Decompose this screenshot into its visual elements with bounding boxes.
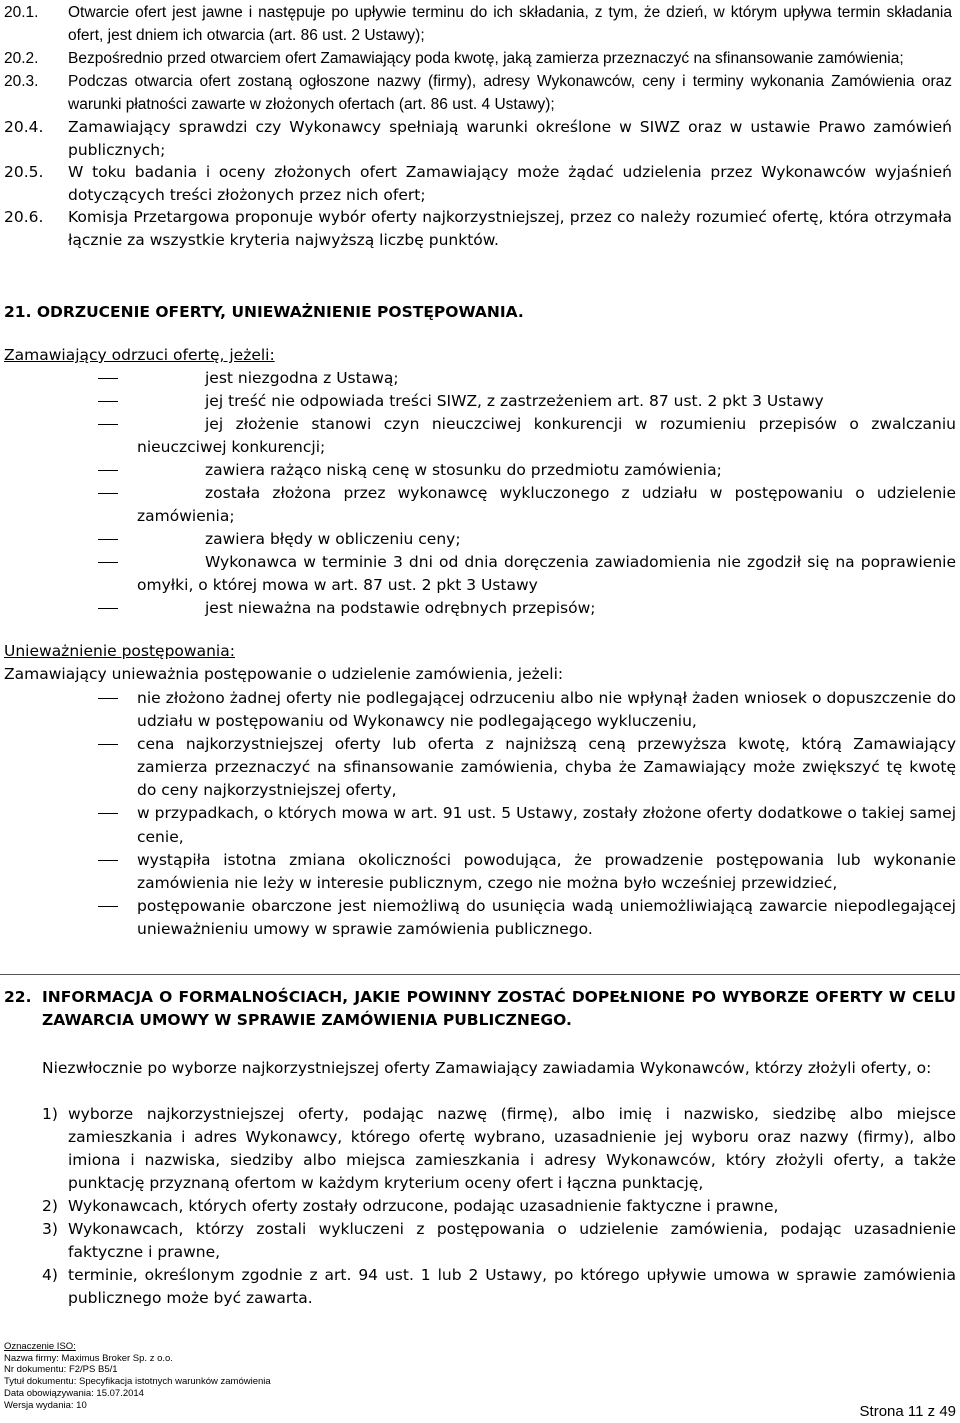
list-item-text: nie złożono żadnej oferty nie podlegającej odrzuceniu albo nie wpłynął żaden wniosek o dopuszczenie do udziału w postępowaniu od Wykonawcy nie podlegającego wykluczeniu, (137, 689, 956, 731)
list-item-text: wyborze najkorzystniejszej oferty, podając nazwę (firmę), albo imię i nazwisko, siedzibę albo miejsce zamieszkania i adres Wykonawcy, którego ofertę wybrano, uzasadnienie jej wyboru oraz nazwy (firmy), albo imiona i nazwiska, siedziby albo miejsca zamieszkania i adresy Wykonawców, który złożyli oferty, a także punktację przyznaną ofertom w każdym kryterium oceny ofert i łączna punktację, (68, 1105, 956, 1192)
iso-label: Oznaczenie ISO: (4, 1341, 76, 1352)
paragraph-20-3 (0, 70, 956, 116)
dash-bullet (98, 608, 118, 609)
paragraph-text: Komisja Przetargowa proponuje wybór oferty najkorzystniejszej, przez co należy rozumieć ofertę, która otrzymała łącznie za wszystkie kryteria najwyższą liczbę punktów. (68, 208, 952, 249)
list-item (0, 849, 956, 895)
paragraph-text: Zamawiający sprawdzi czy Wykonawcy spełniają warunki określone w SIWZ oraz w ustawie Prawo zamówień publicznych; (68, 118, 952, 159)
rejection-label: Zamawiający odrzuci ofertę, jeżeli: (4, 346, 275, 364)
list-item-text: zawiera błędy w obliczeniu ceny; (205, 530, 461, 548)
dash-bullet (98, 470, 118, 471)
paragraph-number: 20.4. (4, 118, 44, 136)
rejection-list (0, 367, 956, 620)
list-item (0, 413, 956, 459)
dash-bullet (98, 378, 118, 379)
list-item (42, 1218, 956, 1264)
section-divider (0, 974, 960, 975)
paragraph-20-4 (0, 116, 956, 161)
list-item-text: jest nieważna na podstawie odrębnych przepisów; (205, 599, 596, 617)
list-item-text: została złożona przez wykonawcę wykluczonego z udziału w postępowaniu o udzielenie zamówienia; (137, 484, 956, 525)
footer-company: Nazwa firmy: Maximus Broker Sp. z o.o. (4, 1352, 173, 1364)
section-22-intro: Niezwłocznie po wyborze najkorzystniejszej oferty Zamawiający zawiadamia Wykonawców, którzy złożyli oferty, o: (42, 1059, 932, 1077)
list-item-text: Wykonawcach, którzy zostali wykluczeni z postępowania o udzielenie zamówienia, podając uzasadnienie faktyczne i prawne, (68, 1220, 956, 1261)
section-number: 22. (4, 988, 32, 1006)
list-item-text: postępowanie obarczone jest niemożliwą do usunięcia wadą uniemożliwiającą zawarcie niepodlegającej unieważnieniu umowy w sprawie zamówienia publicznego. (137, 896, 956, 938)
paragraph-number: 20.5. (4, 163, 44, 181)
list-item-text: zawiera rażąco niską cenę w stosunku do przedmiotu zamówienia; (205, 461, 722, 479)
footer-document-number: Nr dokumentu: F2/PS B5/1 (4, 1364, 118, 1376)
footer-version: Wersja wydania: 10 (4, 1399, 87, 1411)
dash-bullet (98, 424, 118, 425)
list-item (0, 687, 956, 733)
list-item (0, 367, 956, 390)
dash-bullet (98, 562, 118, 563)
footer-document-title: Tytuł dokumentu: Specyfikacja istotnych warunków zamówienia (4, 1376, 271, 1388)
list-item (0, 733, 956, 802)
paragraph-20-2 (0, 47, 956, 70)
invalidation-intro: Zamawiający unieważnia postępowanie o udzielenie zamówienia, jeżeli: (4, 665, 564, 683)
list-item-number: 4) (42, 1266, 58, 1284)
list-item-text: jest niezgodna z Ustawą; (205, 369, 399, 387)
invalidation-label: Unieważnienie postępowania: (4, 642, 235, 660)
dash-bullet (98, 493, 118, 494)
paragraph-text: W toku badania i oceny złożonych ofert Zamawiający może żądać udzielenia przez Wykonawców wyjaśnień dotyczących treści złożonych przez nich ofert; (68, 163, 952, 204)
dash-bullet (98, 698, 118, 699)
list-item-number: 2) (42, 1197, 58, 1215)
paragraph-number: 20.1. (4, 4, 39, 21)
list-item-text: terminie, określonym zgodnie z art. 94 ust. 1 lub 2 Ustawy, po którego upływie umowa w sprawie zamówienia publicznego może być zawarta. (68, 1266, 956, 1307)
list-item-text: Wykonawcach, których oferty zostały odrzucone, podając uzasadnienie faktyczne i prawne, (68, 1197, 779, 1215)
paragraph-number: 20.3. (4, 73, 39, 90)
paragraph-text: Bezpośrednio przed otwarciem ofert Zamawiający poda kwotę, jaką zamierza przeznaczyć na sfinansowanie zamówienia; (68, 50, 904, 67)
list-item-text: jej złożenie stanowi czyn nieuczciwej konkurencji w rozumieniu przepisów o zwalczaniu nieuczciwej konkurencji; (137, 415, 956, 456)
paragraph-number: 20.6. (4, 208, 44, 226)
list-item-text: Wykonawca w terminie 3 dni od dnia doręczenia zawiadomienia nie zgodził się na poprawienie omyłki, o której mowa w art. 87 ust. 2 pkt 3 Ustawy (137, 553, 956, 594)
list-item (0, 390, 956, 413)
section-20 (0, 0, 956, 251)
list-item (0, 802, 956, 848)
list-item (42, 1103, 956, 1195)
paragraph-20-1 (0, 1, 956, 47)
notification-list (42, 1103, 956, 1310)
paragraph-number: 20.2. (4, 50, 39, 67)
section-title-text: INFORMACJA O FORMALNOŚCIACH, JAKIE POWINNY ZOSTAĆ DOPEŁNIONE PO WYBORZE OFERTY W CELU ZAWARCIA UMOWY W SPRAWIE ZAMÓWIENIA PUBLICZNEGO. (42, 988, 956, 1029)
dash-bullet (98, 744, 118, 745)
dash-bullet (98, 813, 118, 814)
dash-bullet (98, 860, 118, 861)
list-item (0, 482, 956, 528)
paragraph-text: Otwarcie ofert jest jawne i następuje po upływie terminu do ich składania, z tym, że dzień, w którym upływa termin składania ofert, jest dniem ich otwarcia (art. 86 ust. 2 Ustawy); (68, 4, 952, 44)
invalidation-list (0, 687, 956, 941)
list-item-text: wystąpiła istotna zmiana okoliczności powodująca, że prowadzenie postępowania lub wykonanie zamówienia nie leży w interesie publicznym, czego nie można było wcześniej przewidzieć, (137, 850, 956, 892)
list-item-text: w przypadkach, o których mowa w art. 91 ust. 5 Ustawy, zostały złożone oferty dodatkowe o takiej samej cenie, (137, 804, 956, 846)
list-item (0, 895, 956, 941)
section-21-title: 21. ODRZUCENIE OFERTY, UNIEWAŻNIENIE POSTĘPOWANIA. (4, 303, 524, 321)
list-item-text: jej treść nie odpowiada treści SIWZ, z zastrzeżeniem art. 87 ust. 2 pkt 3 Ustawy (205, 392, 824, 410)
list-item (0, 459, 956, 482)
list-item-number: 1) (42, 1105, 58, 1123)
section-22-title (4, 986, 956, 1032)
list-item-text: cena najkorzystniejszej oferty lub oferta z najniższą ceną przewyższa kwotę, którą Zamawiający zamierza przeznaczyć na sfinansowanie zamówienia, chyba że Zamawiający może zwiększyć tę kwotę do ceny najkorzystniejszej oferty, (137, 735, 956, 800)
paragraph-text: Podczas otwarcia ofert zostaną ogłoszone nazwy (firmy), adresy Wykonawców, ceny i terminy wykonania Zamówienia oraz warunki płatności zawarte w złożonych ofertach (art. 86 ust. 4 Ustawy); (68, 73, 952, 113)
dash-bullet (98, 401, 118, 402)
paragraph-20-6 (0, 206, 956, 251)
list-item (0, 551, 956, 597)
dash-bullet (98, 906, 118, 907)
dash-bullet (98, 539, 118, 540)
footer-valid-date: Data obowiązywania: 15.07.2014 (4, 1387, 144, 1399)
list-item-number: 3) (42, 1220, 58, 1238)
list-item (42, 1264, 956, 1310)
list-item (0, 597, 956, 620)
list-item (0, 528, 956, 551)
list-item (42, 1195, 956, 1218)
paragraph-20-5 (0, 161, 956, 206)
document-footer (4, 1341, 271, 1411)
